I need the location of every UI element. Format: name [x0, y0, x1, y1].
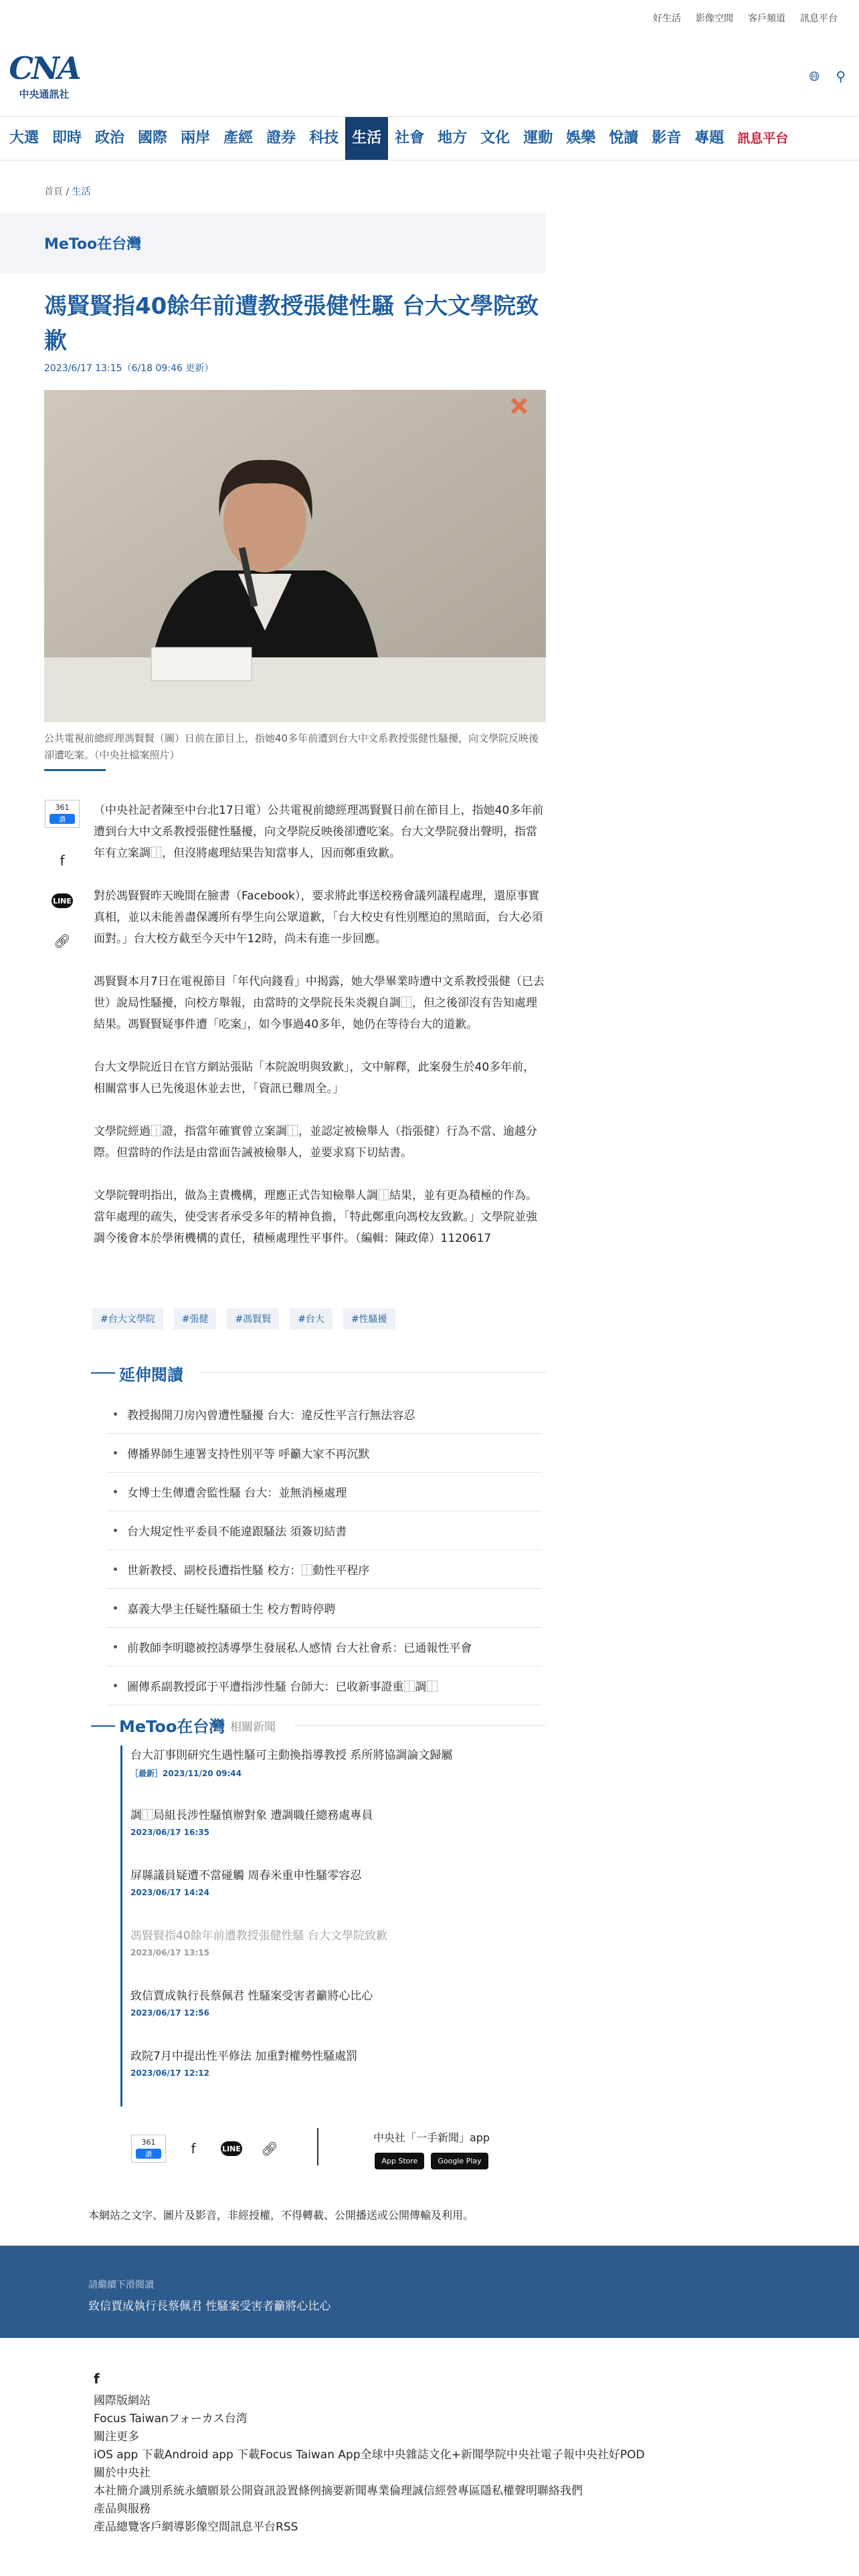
main-nav — [0, 116, 859, 160]
article-paragraph: （中央社記者陳至中台北17日電）公共電視前總經理馮賢賢日前在節目上，指她40多年前遭到台大中文系教授張健性騷擾，向文學院反映後卻遭吃案。台大文學院發出聲明，指當年有立案調⿰，但沒將處理結果告知當事人，因而鄭重致歉。 — [94, 804, 544, 860]
related-item[interactable]: 台大規定性平委員不能違跟騷法 須簽切結書 — [107, 1511, 542, 1550]
related-item[interactable]: 前教師李明聰被控誘導學生發展私人感情 台大社會系：已通報性平會 — [107, 1628, 542, 1667]
banner-title[interactable]: 致信賈成執行長蔡佩君 性騷案受害者籲將心比心 — [88, 2300, 331, 2313]
tag-item[interactable]: #張健 — [174, 1308, 217, 1329]
article-paragraph: 文學院經過⿰證，指當年確實曾立案調⿰，並認定被檢舉人（指張健）行為不當、逾越分際。但當時的作法是由當面告誡被檢舉人，並要求寫下切結書。 — [94, 1125, 537, 1160]
timeline-item[interactable] — [122, 1745, 551, 1806]
timeline-item[interactable] — [122, 1806, 551, 1866]
topbar-link-message[interactable]: 訊息平台 — [800, 13, 838, 24]
nav-item-local[interactable]: 地方 — [438, 130, 468, 146]
facebook-icon[interactable]: f — [94, 2371, 100, 2387]
footer-heading: 關注更多 — [94, 2430, 139, 2444]
topbar-link-image-space[interactable]: 影像空間 — [696, 13, 733, 24]
top-utility-bar — [0, 0, 859, 36]
facebook-like-button-bottom[interactable] — [131, 2135, 166, 2163]
facebook-icon[interactable]: f — [60, 853, 65, 869]
nav-item-culture[interactable]: 文化 — [480, 130, 510, 146]
line-icon[interactable]: LINE — [221, 2141, 242, 2156]
site-footer — [94, 2370, 645, 2537]
topic-banner — [0, 213, 545, 273]
nav-item-election[interactable]: 大選 — [9, 130, 39, 146]
timeline-item-title[interactable]: 屏縣議員疑遭不當碰觸 周春米重申性騷零容忍 — [130, 1869, 362, 1883]
article-date: 2023/6/17 13:15（6/18 09:46 更新） — [44, 363, 214, 374]
topic-timeline — [120, 1745, 551, 2107]
logo-mark: CNA — [9, 49, 80, 86]
related-list — [107, 1395, 542, 1705]
photo-illustration — [44, 390, 546, 722]
like-label: 讚 — [136, 2149, 161, 2159]
nav-item-tech[interactable]: 科技 — [309, 130, 339, 146]
app-title: 中央社「一手新聞」app — [373, 2131, 490, 2144]
timeline-title[interactable]: MeToo在台灣 — [119, 1717, 225, 1736]
related-item[interactable]: 世新教授、副校長遭指性騷 校方：⿰動性平程序 — [107, 1550, 542, 1589]
breadcrumb-separator: / — [63, 187, 72, 197]
breadcrumb — [44, 185, 91, 198]
globe-icon[interactable]: 🌐︎ — [809, 68, 820, 84]
footer-link[interactable]: 本社簡介識別系統永續願景公開資訊設置條例摘要新聞專業倫理誠信經營專區隱私權聲明聯絡我們 — [94, 2484, 583, 2498]
timeline-item-date: 2023/06/17 14:24 — [130, 1888, 209, 1897]
article-paragraph: 台大文學院近日在官方網站張貼「本院說明與致歉」，文中解釋，此案發生於40多年前，相關當事人已先後退休並去世，「資訊已難周全。」 — [94, 1061, 535, 1095]
footer-link[interactable]: Focus Taiwanフォーカス台湾 — [94, 2412, 248, 2426]
cna-logo[interactable] — [9, 49, 80, 101]
related-item[interactable]: 傳播界師生連署支持性別平等 呼籲大家不再沉默 — [107, 1434, 542, 1473]
timeline-item-title[interactable]: 台大訂事則研究生遇性騷可主動換指導教授 系所將協調論文歸屬 — [130, 1749, 453, 1762]
like-count: 361 — [55, 803, 70, 812]
timeline-item-date: 2023/06/17 12:56 — [130, 2008, 209, 2018]
timeline-item-title[interactable]: 調⿰局組長涉性騷慎辦對象 遭調職任總務處專員 — [130, 1809, 373, 1822]
related-item[interactable]: 女博士生傳遭舍監性騷 台大：並無消極處理 — [107, 1473, 542, 1511]
timeline-subtitle: 相關新聞 — [230, 1721, 276, 1734]
tag-item[interactable]: #台大文學院 — [92, 1308, 163, 1329]
topbar-link-good-life[interactable]: 好生活 — [653, 13, 681, 24]
tag-list — [92, 1308, 395, 1329]
share-rail — [44, 800, 80, 951]
nav-item-cross-strait[interactable]: 兩岸 — [181, 130, 211, 146]
breadcrumb-home[interactable]: 首頁 — [44, 187, 63, 197]
topbar-link-client[interactable]: 客戶頻道 — [748, 13, 785, 24]
footer-link[interactable]: iOS app 下載Android app 下載Focus Taiwan App全球中央雜誌文化+新聞學院中央社電子報中央社好POD — [94, 2448, 645, 2462]
related-item[interactable]: 圖傳系副教授邱于平遭指涉性騷 台師大：已收新事證重⿰調⿰ — [107, 1667, 542, 1705]
nav-item-video[interactable]: 影音 — [652, 130, 682, 146]
facebook-icon[interactable]: f — [191, 2141, 196, 2157]
app-store-button[interactable]: App Store — [375, 2153, 424, 2169]
nav-item-special[interactable]: 專題 — [694, 130, 725, 146]
footer-link[interactable]: 產品總覽客戶網導影像空間訊息平台RSS — [94, 2520, 298, 2534]
article-paragraph: 對於馮賢賢昨天晚間在臉書（Facebook），要求將此事送校務會議列議程處理，還原事實真相，並以未能善盡保護所有學生向公眾道歉，「台大校史有性別壓迫的黑暗面，台大必須面對。」台大校方截至今天中午12時，尚未有進一步回應。 — [94, 889, 543, 946]
copyright-notice: 本網站之文字、圖片及影音，非經授權，不得轉載、公開播送或公開傳輸及利用。 — [88, 2209, 474, 2222]
timeline-item-date: ［最新］2023/11/20 09:44 — [130, 1769, 242, 1778]
photo-caption: 公共電視前總經理馮賢賢（圖）日前在節目上，指她40多年前遭到台大中文系教授張健性騷擾，向文學院反映後卻遭吃案。（中央社檔案照片） — [44, 732, 539, 761]
timeline-item-title[interactable]: 致信賈成執行長蔡佩君 性騷案受害者籲將心比心 — [130, 1990, 373, 2003]
nav-item-entertainment[interactable]: 娛樂 — [566, 130, 596, 146]
nav-item-world[interactable]: 國際 — [138, 130, 168, 146]
article-title: 馮賢賢指40餘年前遭教授張健性騷 台大文學院致歉 — [44, 293, 539, 354]
facebook-like-button[interactable] — [45, 800, 80, 828]
timeline-title-accent — [91, 1725, 115, 1727]
share-app-divider — [317, 2128, 318, 2165]
caption-divider — [44, 769, 106, 771]
related-title-divider — [201, 1372, 546, 1373]
like-count: 361 — [141, 2138, 156, 2147]
nav-item-stocks[interactable]: 證券 — [266, 130, 296, 146]
nav-item-politics[interactable]: 政治 — [95, 130, 125, 146]
related-item[interactable]: 教授揭開刀房內曾遭性騷擾 台大：違反性平言行無法容忍 — [107, 1395, 542, 1434]
timeline-item-title[interactable]: 政院7月中提出性平修法 加重對權勢性騷處罰 — [130, 2050, 358, 2063]
nav-item-life[interactable]: 生活 — [345, 117, 388, 160]
app-download — [361, 2129, 502, 2169]
footer-heading: 產品與服務 — [94, 2502, 151, 2516]
nav-item-sports[interactable]: 運動 — [523, 130, 553, 146]
timeline-item[interactable] — [122, 2046, 551, 2107]
nav-item-economy[interactable]: 產經 — [223, 130, 254, 146]
timeline-item-date: 2023/06/17 12:12 — [130, 2068, 209, 2078]
tag-item[interactable]: #性騷擾 — [343, 1308, 395, 1329]
timeline-item-date: 2023/06/17 13:15 — [130, 1948, 209, 1957]
footer-link[interactable]: 國際版網站 — [94, 2394, 151, 2407]
tag-item[interactable]: #馮賢賢 — [227, 1308, 279, 1329]
article-photo — [44, 390, 546, 722]
line-icon[interactable]: LINE — [52, 893, 73, 908]
breadcrumb-current[interactable]: 生活 — [72, 187, 91, 197]
like-label: 讚 — [50, 814, 75, 824]
topic-title[interactable]: MeToo在台灣 — [44, 236, 142, 253]
nav-item-society[interactable]: 社會 — [395, 130, 425, 146]
article-body — [94, 800, 546, 1271]
timeline-title-divider — [294, 1725, 546, 1726]
tag-item[interactable]: #台大 — [290, 1308, 332, 1329]
timeline-item-current — [122, 1926, 551, 1986]
link-icon[interactable]: 🔗︎ — [261, 2141, 278, 2157]
article-paragraph: 馮賢賢本月7日在電視節目「年代向錢看」中揭露，她大學畢業時遭中文系教授張健（已去世）說局性騷擾，向校方舉報，由當時的文學院長朱炎親自調⿰，但之後卻沒有告知處理結果。馮賢賢疑事件遭「吃案」，如今事過40多年，她仍在等待台大的道歉。 — [94, 975, 545, 1031]
banner-label: 請繼續下滑閱讀 — [88, 2280, 154, 2290]
google-play-button[interactable]: Google Play — [431, 2153, 488, 2169]
timeline-item-date: 2023/06/17 16:35 — [130, 1828, 209, 1837]
link-icon[interactable]: 🔗︎ — [54, 933, 71, 949]
next-article-banner[interactable] — [0, 2246, 859, 2338]
site-header — [0, 36, 859, 116]
timeline-item-title: 馮賢賢指40餘年前遭教授張健性騷 台大文學院致歉 — [130, 1929, 388, 1943]
nav-item-instant[interactable]: 即時 — [52, 130, 82, 146]
search-icon[interactable]: ⚲ — [836, 68, 846, 84]
timeline-item[interactable] — [122, 1986, 551, 2046]
related-item[interactable]: 嘉義大學主任疑性騷碩士生 校方暫時停聘 — [107, 1589, 542, 1628]
logo-text: 中央通訊社 — [19, 88, 70, 100]
bottom-share-bar — [131, 2135, 280, 2163]
article-paragraph: 文學院聲明指出，做為主責機構，理應正式告知檢舉人調⿰結果，並有更為積極的作為。當年處理的疏失，使受害者承受多年的精神負擔，「特此鄭重向馮校友致歉。」文學院並強調今後會本於學術機構的責任，積極處理性平事件。（編輯：陳政偉）1120617 — [94, 1189, 537, 1245]
related-title: 延伸閱讀 — [119, 1366, 183, 1384]
timeline-item[interactable] — [122, 1866, 551, 1926]
related-title-accent — [91, 1372, 115, 1374]
nav-item-message-platform[interactable]: 訊息平台 — [737, 131, 789, 146]
nav-item-reading[interactable]: 悅讀 — [609, 130, 639, 146]
footer-heading: 關於中央社 — [94, 2466, 151, 2480]
